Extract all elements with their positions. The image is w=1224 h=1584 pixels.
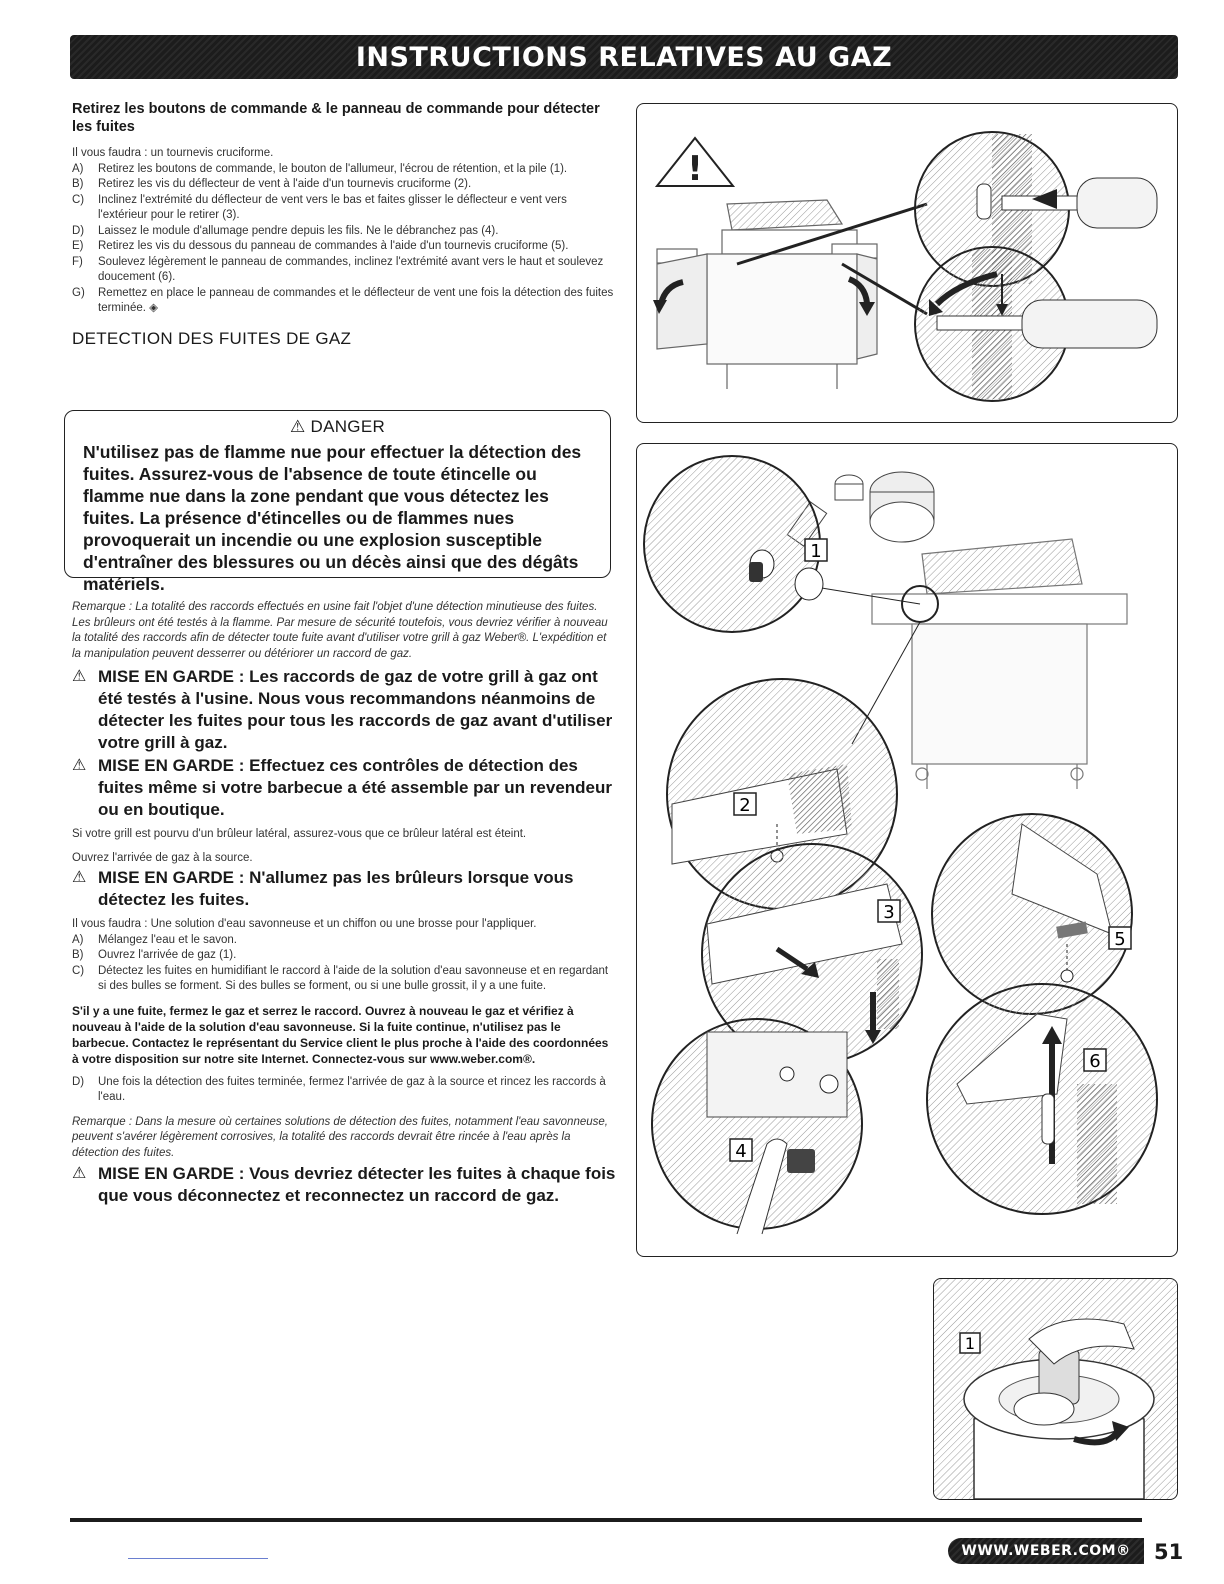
callout-tank-1: 1 (964, 1334, 976, 1353)
list-item: D) Laissez le module d'allumage pendre depuis les fils. Ne le débranchez pas (4). (72, 224, 499, 237)
section-remove-panel (72, 100, 617, 349)
list-item: B) Retirez les vis du déflecteur de vent à l'aide d'un tournevis cruciforme (2). (72, 178, 472, 190)
open-gas-note: Ouvrez l'arrivée de gaz à la source. (72, 851, 253, 864)
list-item: B) Ouvrez l'arrivée de gaz (1). (72, 949, 237, 961)
list-item: F) Soulevez légèrement le panneau de commandes, inclinez l'extrémité avant vers le haut et soulevez doucement (6). (72, 255, 604, 283)
callout-5: 5 (1114, 929, 1126, 950)
tools-needed: Il vous faudra : un tournevis cruciforme. (72, 147, 274, 159)
footer-url-tab[interactable] (948, 1538, 1144, 1564)
detection-heading: DETECTION DES FUITES DE GAZ (72, 328, 352, 348)
callout-3: 3 (883, 902, 895, 923)
page-banner (70, 35, 1178, 79)
warning-text: MISE EN GARDE : N'allumez pas les brûleurs lorsque vous détectez les fuites. (98, 868, 574, 909)
solution-needed: Il vous faudra : Une solution d'eau savonneuse et un chiffon ou une brosse pour l'appliquer. (72, 918, 537, 930)
detail-circle-6 (927, 984, 1157, 1214)
section-heading: Retirez les boutons de commande & le panneau de commande pour détecter les fuites (72, 101, 600, 135)
list-item: G) Remettez en place le panneau de commandes et le déflecteur de vent une fois la détection des fuites terminée. ◈ (72, 286, 614, 314)
warning-reconnect (72, 1163, 617, 1207)
warning-text: MISE EN GARDE : Les raccords de gaz de votre grill à gaz ont été testés à l'usine. Nous vous recommandons néanmoins de détecter les fuites pour tous les raccords de gaz avant d'utiliser votre grill à gaz. (98, 667, 613, 752)
warning-text: MISE EN GARDE : Vous devriez détecter les fuites à chaque fois que vous déconnectez et reconnectez un raccord de gaz. (98, 1164, 616, 1205)
figure-panel-top (636, 103, 1178, 423)
tank-valve-illustration (934, 1279, 1177, 1499)
danger-body: N'utilisez pas de flamme nue pour effectuer la détection des fuites. Assurez-vous de l'absence de toute étincelle ou flamme nue dans la zone pendant que vous détectez les fuites. La présence d'étincelles ou de flammes nues provoquerait un incendie ou une explosion susceptible d'entraîner des blessures ou un décès ainsi que des dégâts matériels. (83, 442, 582, 594)
callout-6: 6 (1089, 1051, 1101, 1072)
warning-icon: ⚠ (72, 869, 87, 886)
grill-screwdriver-illustration (637, 104, 1177, 422)
callout-1: 1 (810, 541, 822, 562)
step-list (72, 933, 617, 995)
step-list (72, 162, 617, 317)
callout-4: 4 (735, 1141, 747, 1162)
footer-url[interactable]: WWW.WEBER.COM® (961, 1543, 1131, 1559)
footer-rule (70, 1518, 1142, 1522)
detail-circle-4 (652, 1019, 862, 1234)
grill-drawing (657, 200, 877, 389)
note-factory-tested: Remarque : La totalité des raccords effectués en usine fait l'objet d'une détection minutieuse des fuites. Les brûleurs ont été testés à la flamme. Par mesure de sécurité toutefois, vous devriez vérifier à nouveau la totalité des raccords afin de détecter toute fuite avant d'utiliser votre grill à gaz Weber®. L'expédition et la manipulation peuvent desserrer ou détériorer un raccord de gaz. (72, 601, 608, 660)
detail-circle-1 (644, 456, 823, 632)
warning-text: MISE EN GARDE : Effectuez ces contrôles de détection des fuites même si votre barbecue a été assemble par un revendeur ou en boutique. (98, 756, 612, 819)
warning-icon: ⚠ (72, 757, 87, 774)
control-panel-illustration (637, 444, 1177, 1256)
section-leak-detection (72, 600, 617, 1207)
note-corrosive: Remarque : Dans la mesure où certaines solutions de détection des fuites, notamment l'eau savonneuse, peuvent s'avérer légèrement corrosives, la totalité des raccords devrait être rincée à l'eau après la détection des fuites. (72, 1115, 608, 1159)
list-item: A) Mélangez l'eau et le savon. (72, 933, 238, 946)
warning-icon: ⚠ (72, 668, 87, 685)
detail-circle-screw-bottom (915, 247, 1157, 401)
list-item: C) Détectez les fuites en humidifiant le raccord à l'aide de la solution d'eau savonneuse et en regardant si des bulles se forment. Si des bulles se forment, ou si une bulle grossit, il y a une fuite. (72, 964, 609, 992)
list-item: E) Retirez les vis du dessous du panneau de commandes à l'aide d'un tournevis cruciforme (5). (72, 240, 569, 252)
step-list (72, 1075, 617, 1106)
warning-icon: ⚠ (72, 1165, 87, 1182)
danger-box (64, 410, 611, 594)
footer-link-line (128, 1558, 268, 1559)
figure-panel-main (636, 443, 1178, 1257)
callout-2: 2 (739, 795, 751, 816)
warning-dealer (72, 755, 617, 821)
warning-factory (72, 666, 617, 754)
danger-title: ⚠ DANGER (289, 417, 386, 436)
page-number: 51 (1154, 1540, 1184, 1564)
leak-instructions: S'il y a une fuite, fermez le gaz et serrez le raccord. Ouvrez à nouveau le gaz et vérifiez à nouveau à l'aide de la solution d'eau savonneuse. Si la fuite continue, n'utilisez pas le barbecue. Contactez le représentant du Service client le plus proche à l'aide des coordonnées à votre disposition sur notre site Internet. Connectez-vous sur www.weber.com®. (72, 1003, 609, 1066)
list-item: D) Une fois la détection des fuites terminée, fermez l'arrivée de gaz à la source et rincez les raccords à l'eau. (72, 1075, 606, 1103)
figure-panel-tank (933, 1278, 1178, 1500)
banner-title: INSTRUCTIONS RELATIVES AU GAZ (355, 41, 893, 73)
side-burner-note: Si votre grill est pourvu d'un brûleur latéral, assurez-vous que ce brûleur latéral est éteint. (72, 828, 527, 840)
exclaim-mark: ! (687, 149, 703, 189)
grill-drawing (872, 539, 1127, 789)
list-item: A) Retirez les boutons de commande, le bouton de l'allumeur, l'écrou de rétention, et la pile (1). (72, 162, 568, 175)
list-item: C) Inclinez l'extrémité du déflecteur de vent vers le bas et faites glisser le déflecteur e vent vers l'extérieur pour le retirer (3). (72, 193, 567, 221)
warning-triangle-icon (657, 138, 733, 189)
warning-no-ignite (72, 867, 617, 911)
